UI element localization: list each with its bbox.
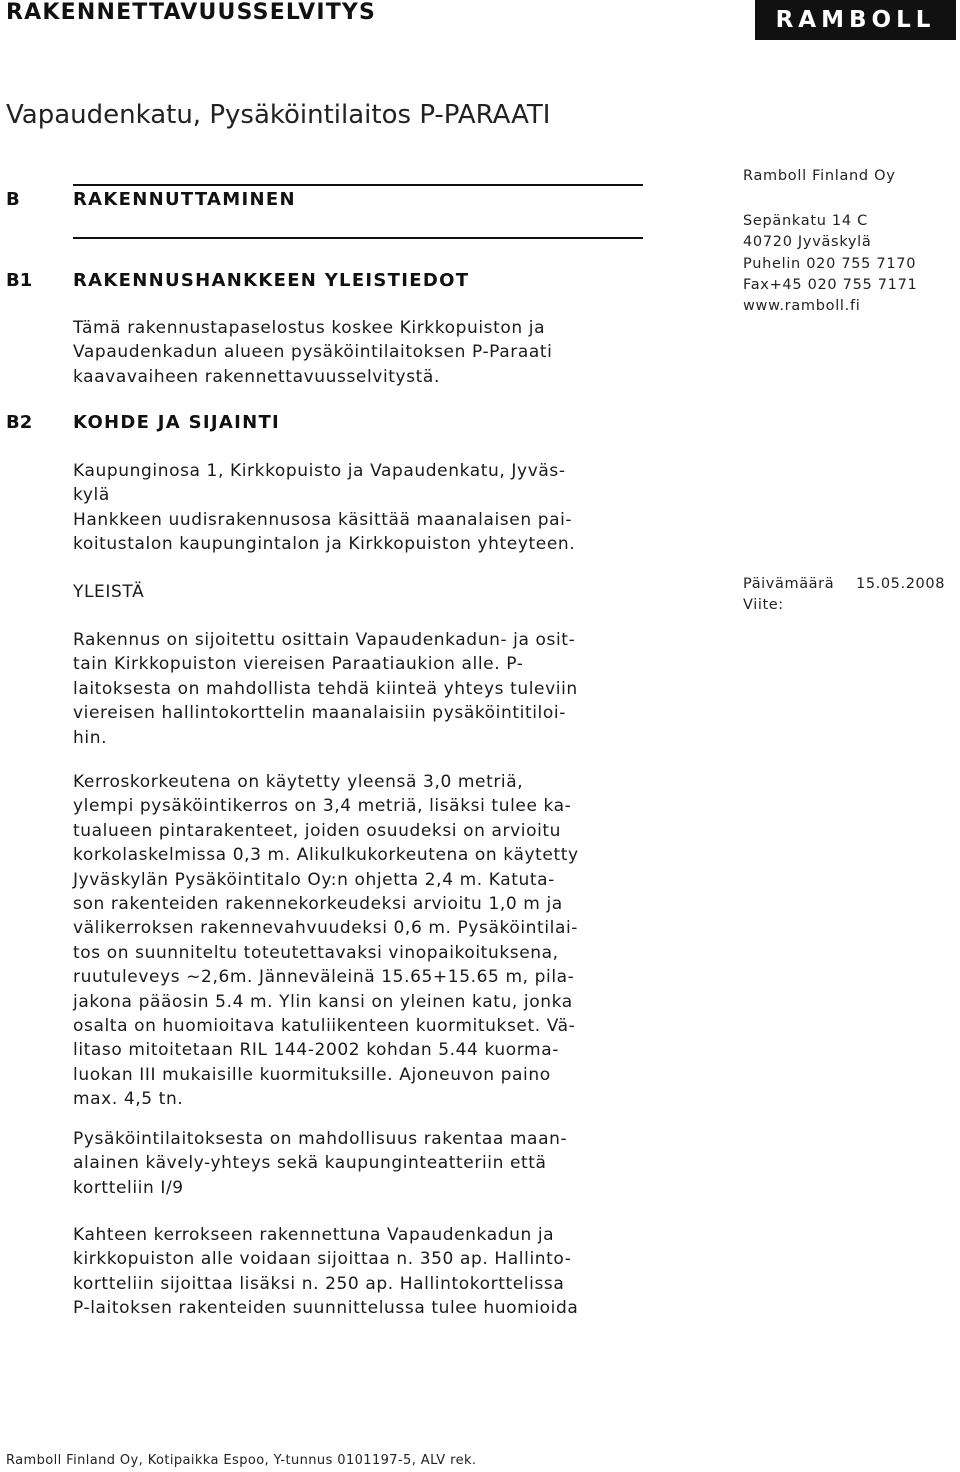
text-line: Vapaudenkadun alueen pysäköintilaitoksen P-Paraati [73, 342, 553, 363]
text-line: alainen kävely-yhteys sekä kaupunginteatteriin että [73, 1153, 547, 1174]
text-line: korkolaskelmissa 0,3 m. Alikulkukorkeutena on käytetty [73, 845, 579, 866]
page-footer: Ramboll Finland Oy, Kotipaikka Espoo, Y-tunnus 0101197-5, ALV rek. [6, 1453, 477, 1468]
address-line: 40720 Jyväskylä [743, 234, 872, 251]
page-title: Vapaudenkatu, Pysäköintilaitos P-PARAATI [6, 100, 551, 130]
text-line: Jyväskylän Pysäköintitalo Oy:n ohjetta 2,4 m. Katuta- [73, 869, 555, 890]
text-line: Kaupunginosa 1, Kirkkopuisto ja Vapaudenkatu, Jyväs- [73, 461, 566, 481]
text-line: Kerroskorkeutena on käytetty yleensä 3,0 metriä, [73, 772, 524, 792]
text-line: laitoksesta on mahdollista tehdä kiinteä yhteys tuleviin [73, 678, 578, 699]
address-line: Puhelin 020 755 7170 [743, 255, 917, 272]
text-line: Pysäköintilaitoksesta on mahdollisuus rakentaa maan- [73, 1129, 568, 1149]
date-label: Päivämäärä [743, 576, 835, 592]
paragraph-4 [73, 1223, 653, 1321]
text-line: Kahteen kerrokseen rakennettuna Vapaudenkadun ja [73, 1225, 555, 1245]
document-meta [743, 574, 945, 616]
text-line: Tämä rakennustapaselostus koskee Kirkkopuiston ja [73, 318, 546, 338]
text-line: tain Kirkkopuiston viereisen Paraatiaukion alle. P- [73, 654, 524, 675]
text-line: Hankkeen uudisrakennusosa käsittää maanalaisen pai- [73, 509, 573, 530]
section-heading-b2: KOHDE JA SIJAINTI [73, 412, 281, 433]
text-line: hin. [73, 727, 108, 748]
section-code-b: B [6, 189, 20, 210]
paragraph-1 [73, 628, 653, 750]
text-line: kaavavaiheen rakennettavuusselvitystä. [73, 366, 440, 387]
company-address [743, 211, 917, 317]
section-heading-b: RAKENNUTTAMINEN [73, 189, 296, 210]
text-line: litaso mitoitetaan RIL 144-2002 kohdan 5.44 kuorma- [73, 1040, 559, 1061]
section-b2-intro [73, 459, 653, 557]
text-line: luokan III mukaisille kuormituksille. Ajoneuvon paino [73, 1064, 551, 1085]
address-line: Fax+45 020 755 7171 [743, 276, 918, 293]
section-code-b2: B2 [6, 412, 33, 433]
subheading-yleista: YLEISTÄ [73, 582, 145, 602]
ramboll-logo: RAMBOLL [755, 0, 956, 40]
text-line: kortteliin sijoittaa lisäksi n. 250 ap. Hallintokorttelissa [73, 1273, 565, 1294]
reference-label: Viite: [743, 597, 784, 613]
paragraph-2 [73, 770, 653, 1112]
document-type: RAKENNETTAVUUSSELVITYS [6, 0, 377, 25]
text-line: tos on suunniteltu toteutettavaksi vinopaikoituksena, [73, 942, 559, 963]
divider-top [73, 184, 643, 186]
text-line: kirkkopuiston alle voidaan sijoittaa n. 350 ap. Hallinto- [73, 1249, 572, 1270]
company-name: Ramboll Finland Oy [743, 168, 896, 184]
text-line: kylä [73, 485, 110, 506]
website-link[interactable]: www.ramboll.fi [743, 298, 861, 315]
date-value: 15.05.2008 [856, 576, 946, 592]
text-line: viereisen hallintokorttelin maanalaisiin pysäköintitiloi- [73, 703, 566, 724]
paragraph-3 [73, 1127, 653, 1200]
text-line: osalta on huomioitava katuliikenteen kuormitukset. Vä- [73, 1016, 576, 1037]
text-line: kortteliin I/9 [73, 1177, 184, 1198]
text-line: ruutuleveys ~2,6m. Jänneväleinä 15.65+15.65 m, pila- [73, 967, 575, 988]
text-line: ylempi pysäköintikerros on 3,4 metriä, lisäksi tulee ka- [73, 796, 572, 817]
text-line: välikerroksen rakennevahvuudeksi 0,6 m. Pysäköintilai- [73, 918, 579, 939]
text-line: son rakenteiden rakennekorkeudeksi arvioitu 1,0 m ja [73, 894, 563, 915]
text-line: max. 4,5 tn. [73, 1089, 184, 1110]
text-line: tualueen pintarakenteet, joiden osuudeksi on arvioitu [73, 820, 562, 841]
divider-bottom [73, 237, 643, 239]
text-line: jakona pääosin 5.4 m. Ylin kansi on yleinen katu, jonka [73, 991, 573, 1012]
text-line: P-laitoksen rakenteiden suunnittelussa tulee huomioida [73, 1298, 579, 1319]
text-line: Rakennus on sijoitettu osittain Vapaudenkadun- ja osit- [73, 630, 576, 650]
section-heading-b1: RAKENNUSHANKKEEN YLEISTIEDOT [73, 270, 470, 291]
section-b1-text [73, 316, 653, 389]
section-code-b1: B1 [6, 270, 33, 291]
text-line: koitustalon kaupungintalon ja Kirkkopuiston yhteyteen. [73, 534, 576, 555]
address-line: Sepänkatu 14 C [743, 213, 868, 229]
